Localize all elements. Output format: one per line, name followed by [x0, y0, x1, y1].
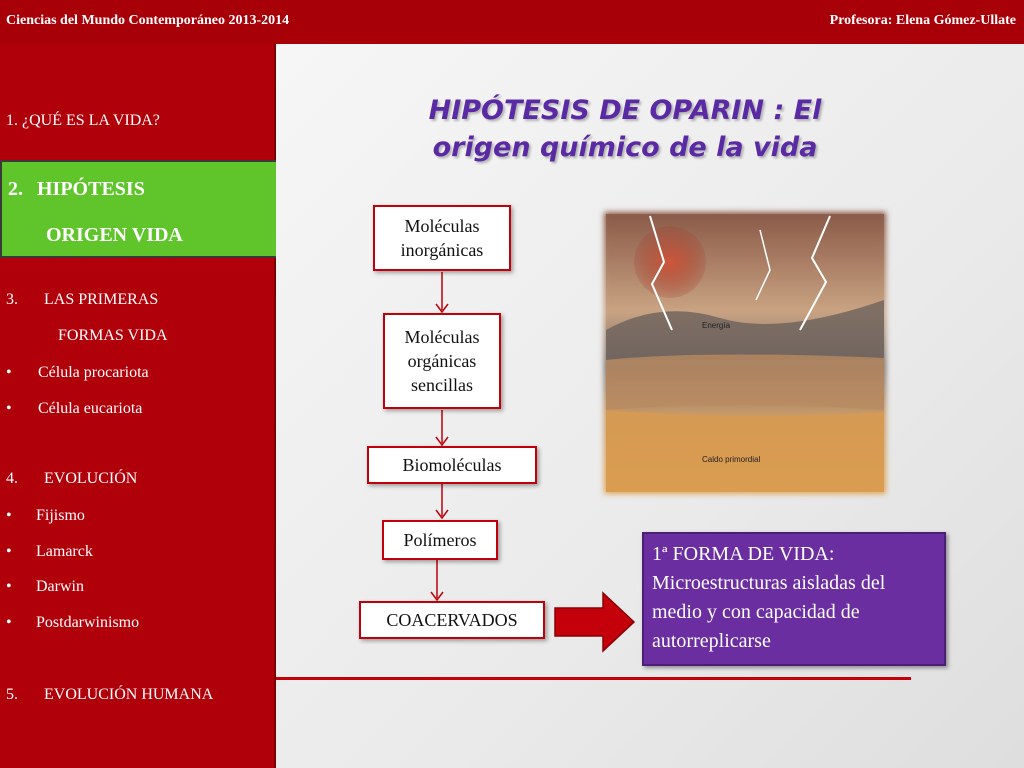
- bullet-icon: •: [6, 507, 12, 524]
- sidebar-item-evolucion[interactable]: EVOLUCIÓN: [44, 470, 138, 487]
- sidebar-item-label: HIPÓTESIS: [37, 178, 145, 200]
- bullet-icon: •: [6, 400, 12, 417]
- bullet-icon: •: [6, 578, 12, 595]
- sidebar-item-primeras-formas[interactable]: LAS PRIMERAS: [44, 291, 159, 308]
- divider: [276, 677, 911, 680]
- flow-box-coacervates: COACERVADOS: [359, 601, 545, 639]
- flow-box-biomolecules: Biomoléculas: [367, 446, 537, 484]
- sidebar-item-evolucion-humana[interactable]: EVOLUCIÓN HUMANA: [44, 686, 214, 703]
- sidebar-item-darwin[interactable]: Darwin: [36, 578, 84, 595]
- sidebar-item-que-es-la-vida[interactable]: 1. ¿QUÉ ES LA VIDA?: [6, 112, 160, 129]
- item-number: 3.: [6, 291, 18, 308]
- teacher-name: Profesora: Elena Gómez-Ullate: [829, 13, 1016, 28]
- item-number: 2.: [8, 178, 23, 200]
- bullet-icon: •: [6, 364, 12, 381]
- first-life-callout: 1ª FORMA DE VIDA: Microestructuras aisladas del medio y con capacidad de autorreplicarse: [642, 532, 946, 666]
- soup-label: Caldo primordial: [702, 455, 761, 464]
- sidebar-item-eucariota[interactable]: Célula eucariota: [38, 400, 143, 417]
- item-number: 4.: [6, 470, 18, 487]
- bullet-icon: •: [6, 543, 12, 560]
- sidebar-item-primeras-formas-line2[interactable]: FORMAS VIDA: [58, 327, 168, 344]
- right-arrow-icon: [555, 593, 634, 651]
- flow-box-inorganic: Moléculas inorgánicas: [373, 205, 511, 271]
- energy-label: Energía: [702, 321, 731, 330]
- flow-box-polymers: Polímeros: [382, 520, 498, 560]
- sidebar-item-label-line2: ORIGEN VIDA: [46, 224, 183, 246]
- title-line-1: HIPÓTESIS DE OPARIN : El: [428, 95, 822, 126]
- course-title: Ciencias del Mundo Contemporáneo 2013-2014: [6, 13, 290, 28]
- flow-box-organic: Moléculas orgánicas sencillas: [383, 313, 501, 409]
- title-line-2: origen químico de la vida: [432, 132, 818, 163]
- sidebar-item-postdarwinismo[interactable]: Postdarwinismo: [36, 614, 140, 631]
- item-number: 5.: [6, 686, 18, 703]
- sidebar-item-procariota[interactable]: Célula procariota: [38, 364, 149, 381]
- bullet-icon: •: [6, 614, 12, 631]
- sidebar-item-lamarck[interactable]: Lamarck: [36, 543, 93, 560]
- sidebar-item-fijismo[interactable]: Fijismo: [36, 507, 85, 524]
